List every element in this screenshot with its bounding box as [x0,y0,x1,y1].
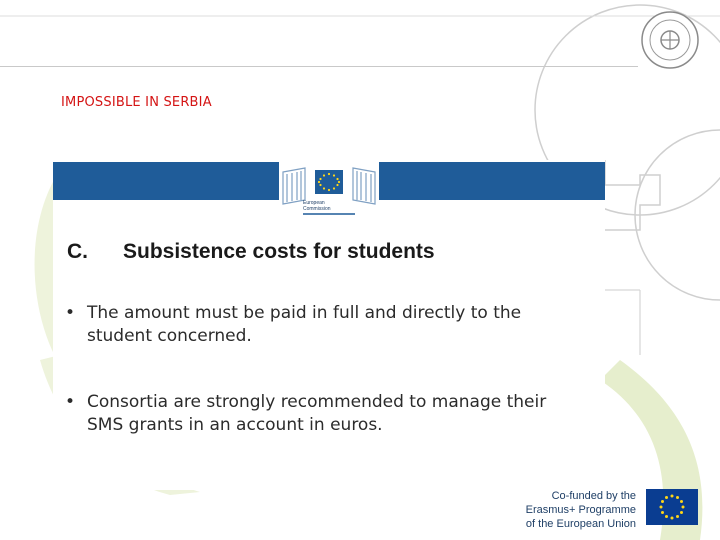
cofunded-line1: Co-funded by the [551,490,636,502]
cofunded-text [526,489,636,531]
embedded-slide [53,160,605,490]
bullet-text: The amount must be paid in full and directly to the student concerned. [87,303,522,346]
erasmus-cofunded-logo [520,485,700,531]
ec-text-line1: European [303,200,325,206]
ec-text-line2: Commission [303,206,331,212]
cofunded-line3: of the European Union [525,518,636,530]
bullet-item [65,302,585,348]
eu-flag-icon [646,489,698,525]
european-commission-logo [279,160,379,218]
cofunded-line2: Erasmus+ Programme [525,504,636,516]
note-label: IMPOSSIBLE IN SERBIA [61,95,212,110]
grey-gear-decoration [605,160,660,230]
heading-letter: C. [67,240,88,263]
bullet-marker: • [65,303,76,323]
top-divider [0,66,638,67]
slide-heading [67,240,435,264]
bullet-item [65,391,585,437]
bullet-text: Consortia are strongly recommended to manage their SMS grants in an account in euros. [87,392,547,435]
bullet-marker: • [65,392,76,412]
ec-logo-text [303,200,331,212]
university-seal-logo [642,12,698,68]
heading-text: Subsistence costs for students [123,240,435,263]
